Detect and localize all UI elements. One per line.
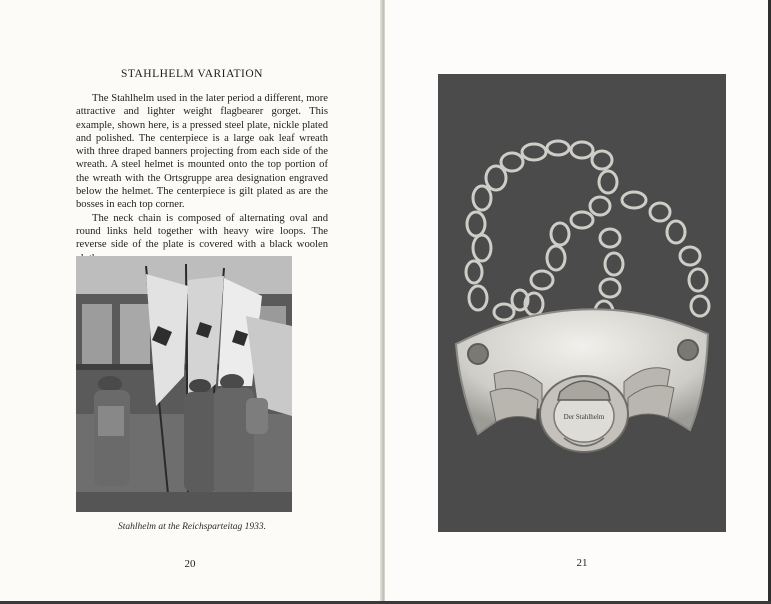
paragraph-1: The Stahlhelm used in the later period a different, more attractive and lighter weight flagbearer gorget. This example, shown here, is a pressed steel plate, nickle plated and polished. The centerpiece is a large oak leaf wreath with three draped banners projecting from each side of the wreath. A steel helmet is mounted onto the top portion of the wreath with the Ortsgruppe area designation engraved below the helmet. The centerpiece is gilt plated as are the bosses in each top corner. bbox=[76, 93, 328, 211]
page-number-left: 20 bbox=[184, 558, 196, 570]
page-number-right: 21 bbox=[576, 557, 588, 569]
body-text bbox=[76, 92, 328, 265]
paragraph-2: The neck chain is composed of alternating oval and round links held together with heavy wire loops. The reverse side of the plate is covered with a black woolen bbox=[76, 212, 328, 251]
gorget-photo-illustration bbox=[438, 74, 726, 532]
right-page bbox=[385, 0, 771, 604]
section-heading: STAHLHELM VARIATION bbox=[120, 68, 263, 80]
flagbearers-photo bbox=[76, 256, 292, 512]
photo-caption: Stahlhelm at the Reichsparteitag 1933. bbox=[117, 522, 267, 532]
gorget-photo bbox=[438, 74, 726, 532]
flagbearers-photo-illustration bbox=[76, 256, 292, 512]
gorget-inscription: Der Stahlhelm bbox=[563, 413, 605, 421]
left-page bbox=[0, 0, 383, 604]
